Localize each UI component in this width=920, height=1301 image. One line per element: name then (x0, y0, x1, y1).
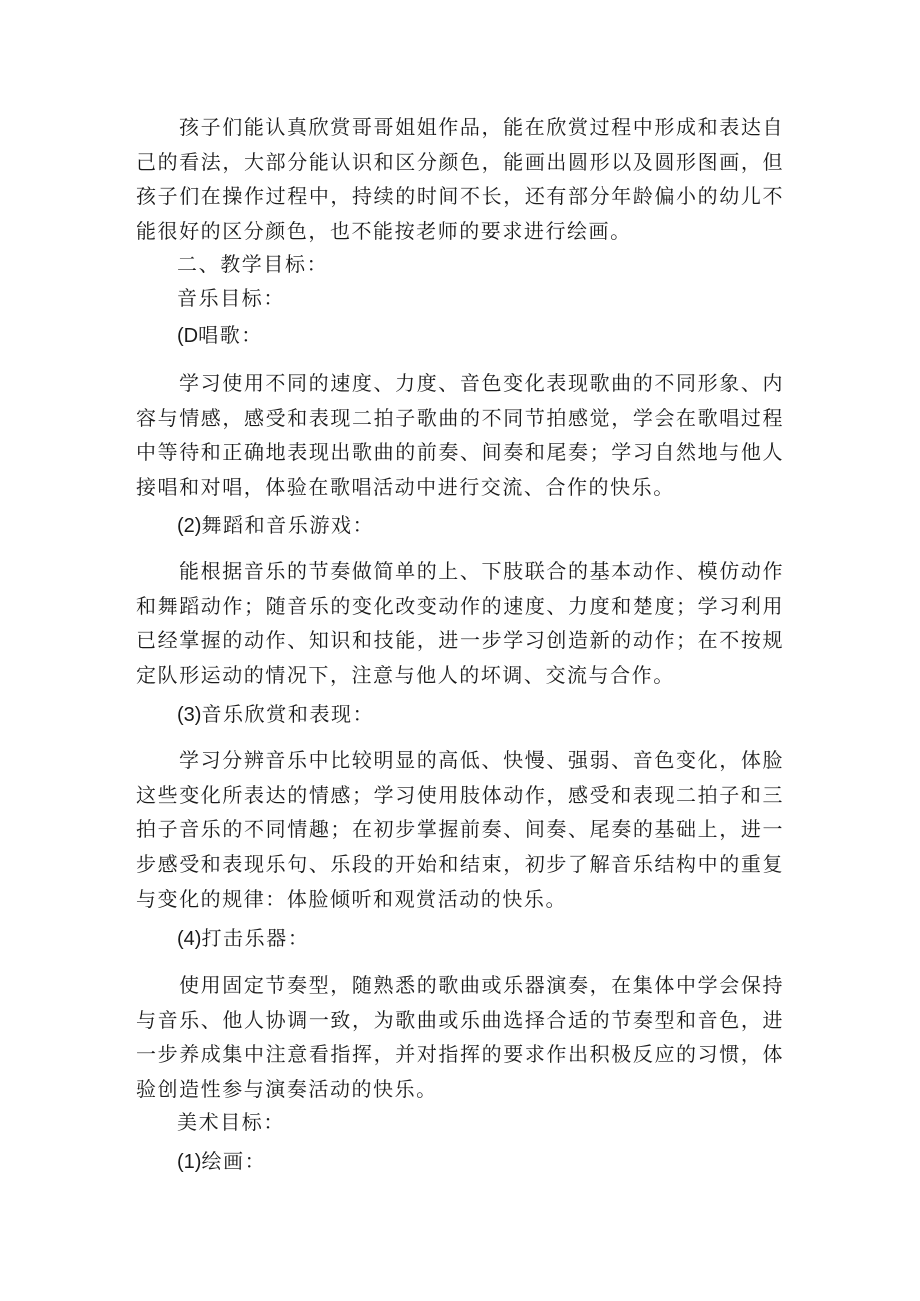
subheading-number: (D (177, 325, 199, 347)
subheading-label: 舞蹈和音乐游戏： (201, 513, 375, 537)
heading-music-objectives: 音乐目标： (177, 286, 285, 310)
heading-art-objectives: 美术目标： (177, 1110, 285, 1134)
subheading-label: 打击乐器： (201, 926, 310, 950)
subheading-appreciation (177, 697, 374, 732)
heading-teaching-objectives: 二、教学目标： (177, 252, 329, 276)
subheading-label: 音乐欣赏和表现： (201, 702, 375, 726)
subheading-label: 唱歌： (198, 323, 263, 347)
paragraph-student-analysis: 孩子们能认真欣赏哥哥姐姐作品，能在欣赏过程中形成和表达自己的看法，大部分能认识和区分颜色，能画出圆形以及圆形图画，但孩子们在操作过程中，持续的时间不长，还有部分年龄偏小的幼儿不能很好的区分颜色，也不能按老师的要求进行绘画。 (136, 115, 784, 244)
subheading-number: (1) (177, 1151, 202, 1173)
paragraph-dance: 能根据音乐的节奏做简单的上、下肢联合的基本动作、模仿动作和舞蹈动作；随音乐的变化改变动作的速度、力度和楚度；学习利用已经掌握的动作、知识和技能，进一步学习创造新的动作；在不按规定队形运动的情况下，注意与他人的坏调、交流与合作。 (136, 559, 784, 688)
paragraph-percussion: 使用固定节奏型，随熟悉的歌曲或乐器演奏，在集体中学会保持与音乐、他人协调一致，为歌曲或乐曲选择合适的节奏型和音色，进一步养成集中注意看指挥，并对指挥的要求作出积极反应的习惯，体验创造性参与演奏活动的快乐。 (136, 973, 784, 1102)
subheading-dance (177, 508, 374, 543)
subheading-number: (4) (177, 928, 202, 950)
paragraph-singing: 学习使用不同的速度、力度、音色变化表现歌曲的不同形象、内容与情感，感受和表现二拍子歌曲的不同节拍感觉，学会在歌唱过程中等待和正确地表现出歌曲的前奏、间奏和尾奏；学习自然地与他人接唱和对唱，体验在歌唱活动中进行交流、合作的快乐。 (136, 371, 784, 500)
subheading-number: (2) (177, 515, 202, 537)
subheading-painting (177, 1144, 266, 1179)
subheading-number: (3) (177, 704, 202, 726)
subheading-label: 绘画： (201, 1149, 267, 1173)
subheading-percussion (177, 921, 309, 956)
subheading-singing (177, 318, 263, 353)
paragraph-appreciation: 学习分辨音乐中比较明显的高低、快慢、强弱、音色变化，体脸这些变化所表达的情感；学习使用肢体动作，感受和表现二拍子和三拍子音乐的不同情趣；在初步掌握前奏、间奏、尾奏的基础上，进一步感受和表现乐句、乐段的开始和结束，初步了解音乐结构中的重复与变化的规律：体脸倾听和观赏活动的快乐。 (136, 748, 784, 911)
